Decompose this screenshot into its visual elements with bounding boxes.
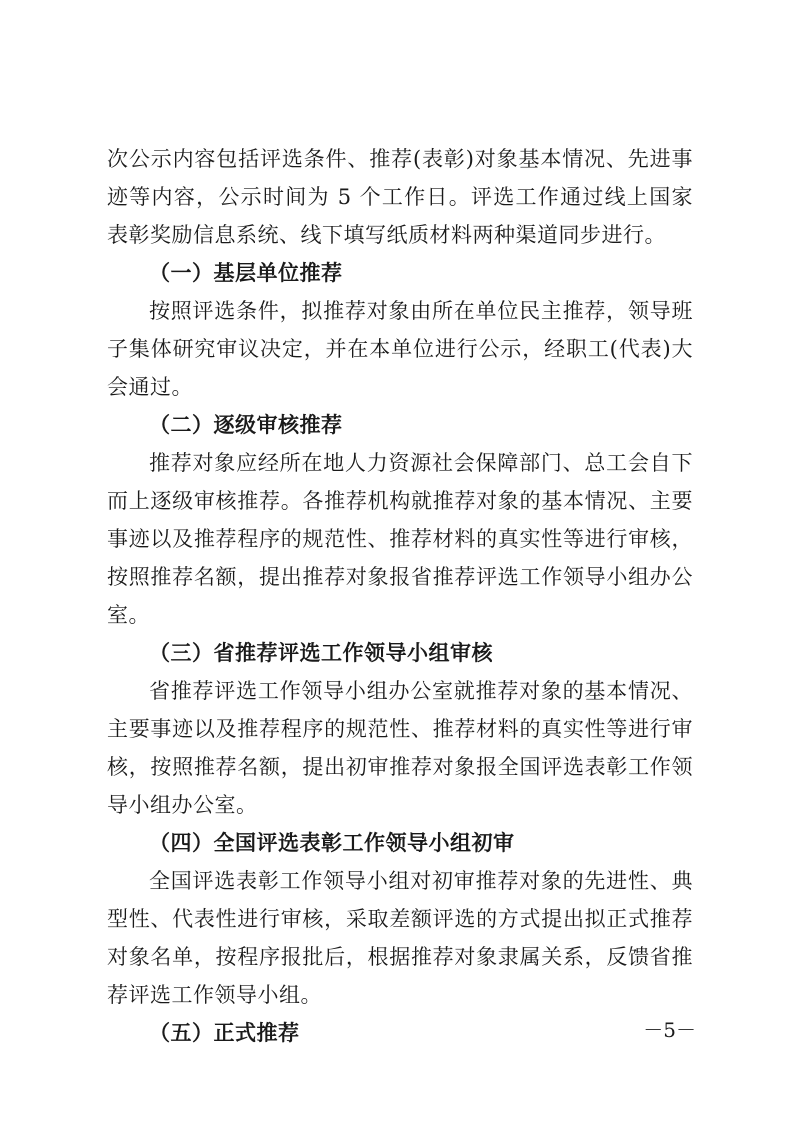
paragraph: 按照评选条件，拟推荐对象由所在单位民主推荐，领导班子集体研究审议决定，并在本单位进行公示，经职工(代表)大会通过。: [107, 299, 693, 399]
paragraph: 全国评选表彰工作领导小组对初审推荐对象的先进性、典型性、代表性进行审核，采取差额评选的方式提出拟正式推荐对象名单，按程序报批后，根据推荐对象隶属关系，反馈省推荐评选工作领导小组。: [107, 869, 693, 1007]
section-heading: （二）逐级审核推荐: [149, 413, 343, 437]
paragraph: 推荐对象应经所在地人力资源社会保障部门、总工会自下而上逐级审核推荐。各推荐机构就推荐对象的基本情况、主要事迹以及推荐程序的规范性、推荐材料的真实性等进行审核，按照推荐名额，提出推荐对象报省推荐评选工作领导小组办公室。: [107, 451, 693, 627]
body-text: [107, 140, 693, 1052]
section-heading: （五）正式推荐: [149, 1021, 300, 1045]
section-heading: （三）省推荐评选工作领导小组审核: [149, 641, 493, 665]
paragraph: 省推荐评选工作领导小组办公室就推荐对象的基本情况、主要事迹以及推荐程序的规范性、推荐材料的真实性等进行审核，按照推荐名额，提出初审推荐对象报全国评选表彰工作领导小组办公室。: [107, 679, 693, 817]
section-heading: （一）基层单位推荐: [149, 261, 343, 285]
section-heading: （四）全国评选表彰工作领导小组初审: [149, 831, 515, 855]
page-number: －5－: [643, 1018, 696, 1042]
paragraph: 次公示内容包括评选条件、推荐(表彰)对象基本情况、先进事迹等内容，公示时间为 5 个工作日。评选工作通过线上国家表彰奖励信息系统、线下填写纸质材料两种渠道同步进行。: [107, 147, 693, 247]
